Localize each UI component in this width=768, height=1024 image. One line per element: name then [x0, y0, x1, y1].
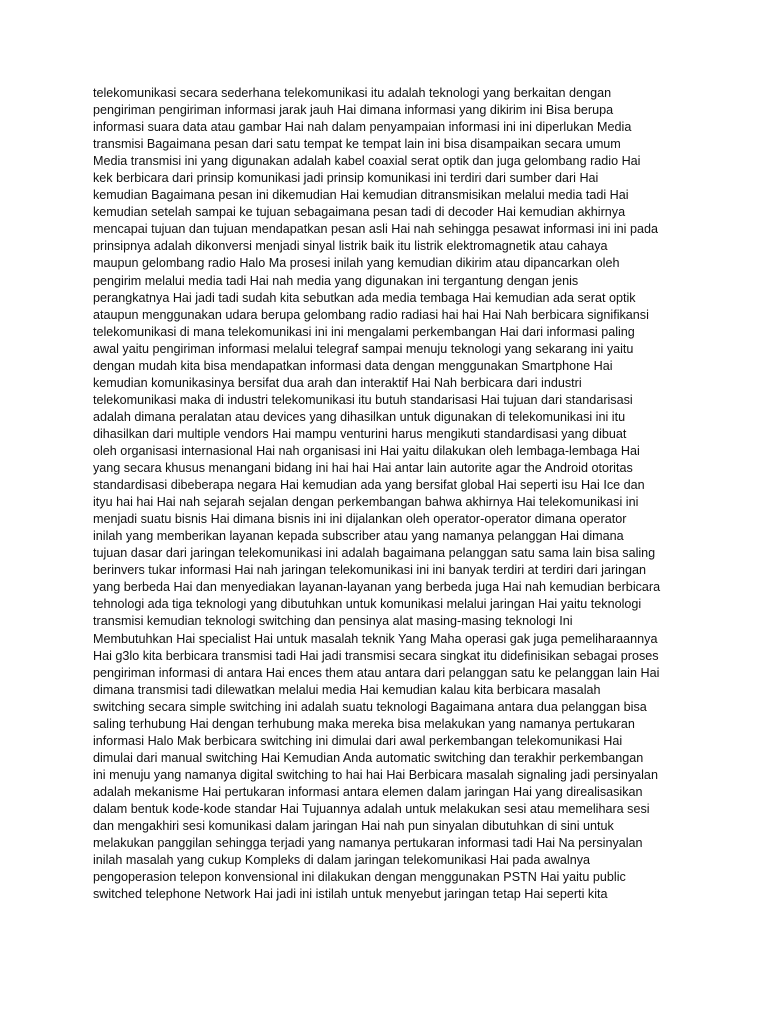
text-line: informasi Halo Mak berbicara switching ini dimulai dari awal perkembangan telekomunikasi Hai [93, 733, 623, 748]
text-line: mencapai tujuan dan tujuan mendapatkan pesan asli Hai nah sehingga pesawat informasi ini ini pada [93, 222, 658, 237]
text-line: awal yaitu pengiriman informasi melalui telegraf sampai menuju teknologi yang sekarang ini yaitu [93, 341, 634, 356]
text-line: Media transmisi ini yang digunakan adalah kabel coaxial serat optik dan juga gelombang radio Hai [93, 154, 641, 169]
text-line: transmisi kemudian teknologi switching dan pensinya alat masing-masing teknologi Ini [93, 614, 573, 629]
text-line: pengiriman pengiriman informasi jarak jauh Hai dimana informasi yang dikirim ini Bisa berupa [93, 103, 614, 118]
text-line: pengirim melalui media tadi Hai nah media yang digunakan ini tergantung dengan jenis [93, 273, 579, 288]
text-line: inilah masalah yang cukup Kompleks di dalam jaringan telekomunikasi Hai pada awalnya [93, 853, 591, 868]
text-line: informasi suara data atau gambar Hai nah dalam penyampaian informasi ini ini diperlukan Media [93, 120, 632, 135]
text-line: transmisi Bagaimana pesan dari satu tempat ke tempat lain ini bisa disampaikan secara umum [93, 137, 621, 152]
text-line: pengiriman informasi di antara Hai ences them atau antara dari pelanggan satu ke pelanggan lain Hai [93, 665, 660, 680]
text-line: yang berbeda Hai dan menyediakan layanan-layanan yang berbeda juga Hai nah kemudian berbicara [93, 580, 661, 595]
text-line: dan mengakhiri sesi komunikasi dalam jaringan Hai nah pun sinyalan dibutuhkan di sini untuk [93, 819, 614, 834]
text-line: dengan mudah kita bisa mendapatkan informasi data dengan menggunakan Smartphone Hai [93, 358, 613, 373]
text-line: ini menuju yang namanya digital switching to hai hai Hai Berbicara masalah signaling jadi persinyalan [93, 767, 658, 782]
text-line: ityu hai hai Hai nah sejarah sejalan dengan perkembangan bahwa akhirnya Hai telekomunikasi ini [93, 495, 639, 510]
text-line: switched telephone Network Hai jadi ini istilah untuk menyebut jaringan tetap Hai seperti kita [93, 887, 608, 902]
text-line: telekomunikasi di mana telekomunikasi ini ini mengalami perkembangan Hai dari informasi paling [93, 324, 635, 339]
text-line: oleh organisasi internasional Hai nah organisasi ini Hai yaitu dilakukan oleh lembaga-lembaga Hai [93, 443, 640, 458]
text-line: dimulai dari manual switching Hai Kemudian Anda automatic switching dan terakhir perkembangan [93, 750, 644, 765]
text-line: standardisasi dibeberapa negara Hai kemudian ada yang bersifat global Hai seperti isu Hai Ice dan [93, 478, 645, 493]
text-line: adalah mekanisme Hai pertukaran informasi antara elemen dalam jaringan Hai yang direalisasikan [93, 784, 643, 799]
text-line: dimana transmisi tadi dilewatkan melalui media Hai kemudian kalau kita berbicara masalah [93, 682, 601, 697]
text-line: kemudian setelah sampai ke tujuan sebagaimana pesan tadi di decoder Hai kemudian akhirnya [93, 205, 626, 220]
text-line: dihasilkan dari multiple vendors Hai mampu venturini harus mengikuti standardisasi yang dibuat [93, 426, 627, 441]
text-line: Hai g3lo kita berbicara transmisi tadi Hai jadi transmisi secara singkat itu didefinisikan sebagai proses [93, 648, 659, 663]
text-line: kek berbicara dari prinsip komunikasi jadi prinsip komunikasi ini terdiri dari sumber dari Hai [93, 171, 599, 186]
text-line: telekomunikasi maka di industri telekomunikasi itu butuh standarisasi Hai tujuan dari standarisasi [93, 392, 633, 407]
text-line: tehnologi ada tiga teknologi yang dibutuhkan untuk komunikasi melalui jaringan Hai yaitu teknologi [93, 597, 642, 612]
text-line: ataupun menggunakan udara berupa gelombang radio radiasi hai hai Hai Nah berbicara signifikansi [93, 307, 649, 322]
text-line: perangkatnya Hai jadi tadi sudah kita sebutkan ada media tembaga Hai kemudian ada serat optik [93, 290, 636, 305]
text-line: yang secara khusus menangani bidang ini hai hai Hai antar lain autorite agar the Android otoritas [93, 461, 633, 476]
text-line: melakukan panggilan sehingga terjadi yang namanya pertukaran informasi tadi Hai Na persinyalan [93, 836, 643, 851]
text-line: pengoperasion telepon konvensional ini dilakukan dengan menggunakan PSTN Hai yaitu public [93, 870, 626, 885]
body-text [93, 85, 693, 903]
text-line: telekomunikasi secara sederhana telekomunikasi itu adalah teknologi yang berkaitan dengan [93, 86, 612, 100]
text-line: Membutuhkan Hai specialist Hai untuk masalah teknik Yang Maha operasi gak juga pemeliharaannya [93, 631, 658, 646]
text-line: adalah dimana peralatan atau devices yang dihasilkan untuk digunakan di telekomunikasi ini itu [93, 409, 626, 424]
text-line: maupun gelombang radio Halo Ma prosesi inilah yang kemudian dikirim atau dipancarkan oleh [93, 256, 620, 271]
text-line: prinsipnya adalah dikonversi menjadi sinyal listrik baik itu listrik elektromagnetik atau cahaya [93, 239, 608, 254]
text-line: inilah yang memberikan layanan kepada subscriber atau yang namanya pelanggan Hai dimana [93, 529, 624, 544]
text-line: menjadi suatu bisnis Hai dimana bisnis ini ini dijalankan oleh operator-operator dimana operator [93, 512, 627, 527]
text-line: kemudian Bagaimana pesan ini dikemudian Hai kemudian ditransmisikan melalui media tadi Hai [93, 188, 629, 203]
text-line: berinvers tukar informasi Hai nah jaringan telekomunikasi ini ini banyak terdiri at terdiri dari jaringan [93, 563, 646, 578]
text-line: kemudian komunikasinya bersifat dua arah dan interaktif Hai Nah berbicara dari industri [93, 375, 582, 390]
text-line: dalam bentuk kode-kode standar Hai Tujuannya adalah untuk melakukan sesi atau memelihara sesi [93, 801, 650, 816]
text-line: saling terhubung Hai dengan terhubung maka mereka bisa melakukan yang namanya pertukaran [93, 716, 635, 731]
text-line: switching secara simple switching ini adalah suatu teknologi Bagaimana antara dua pelanggan bisa [93, 699, 647, 714]
text-line: tujuan dasar dari jaringan telekomunikasi ini adalah bagaimana pelanggan satu sama lain bisa saling [93, 546, 656, 561]
